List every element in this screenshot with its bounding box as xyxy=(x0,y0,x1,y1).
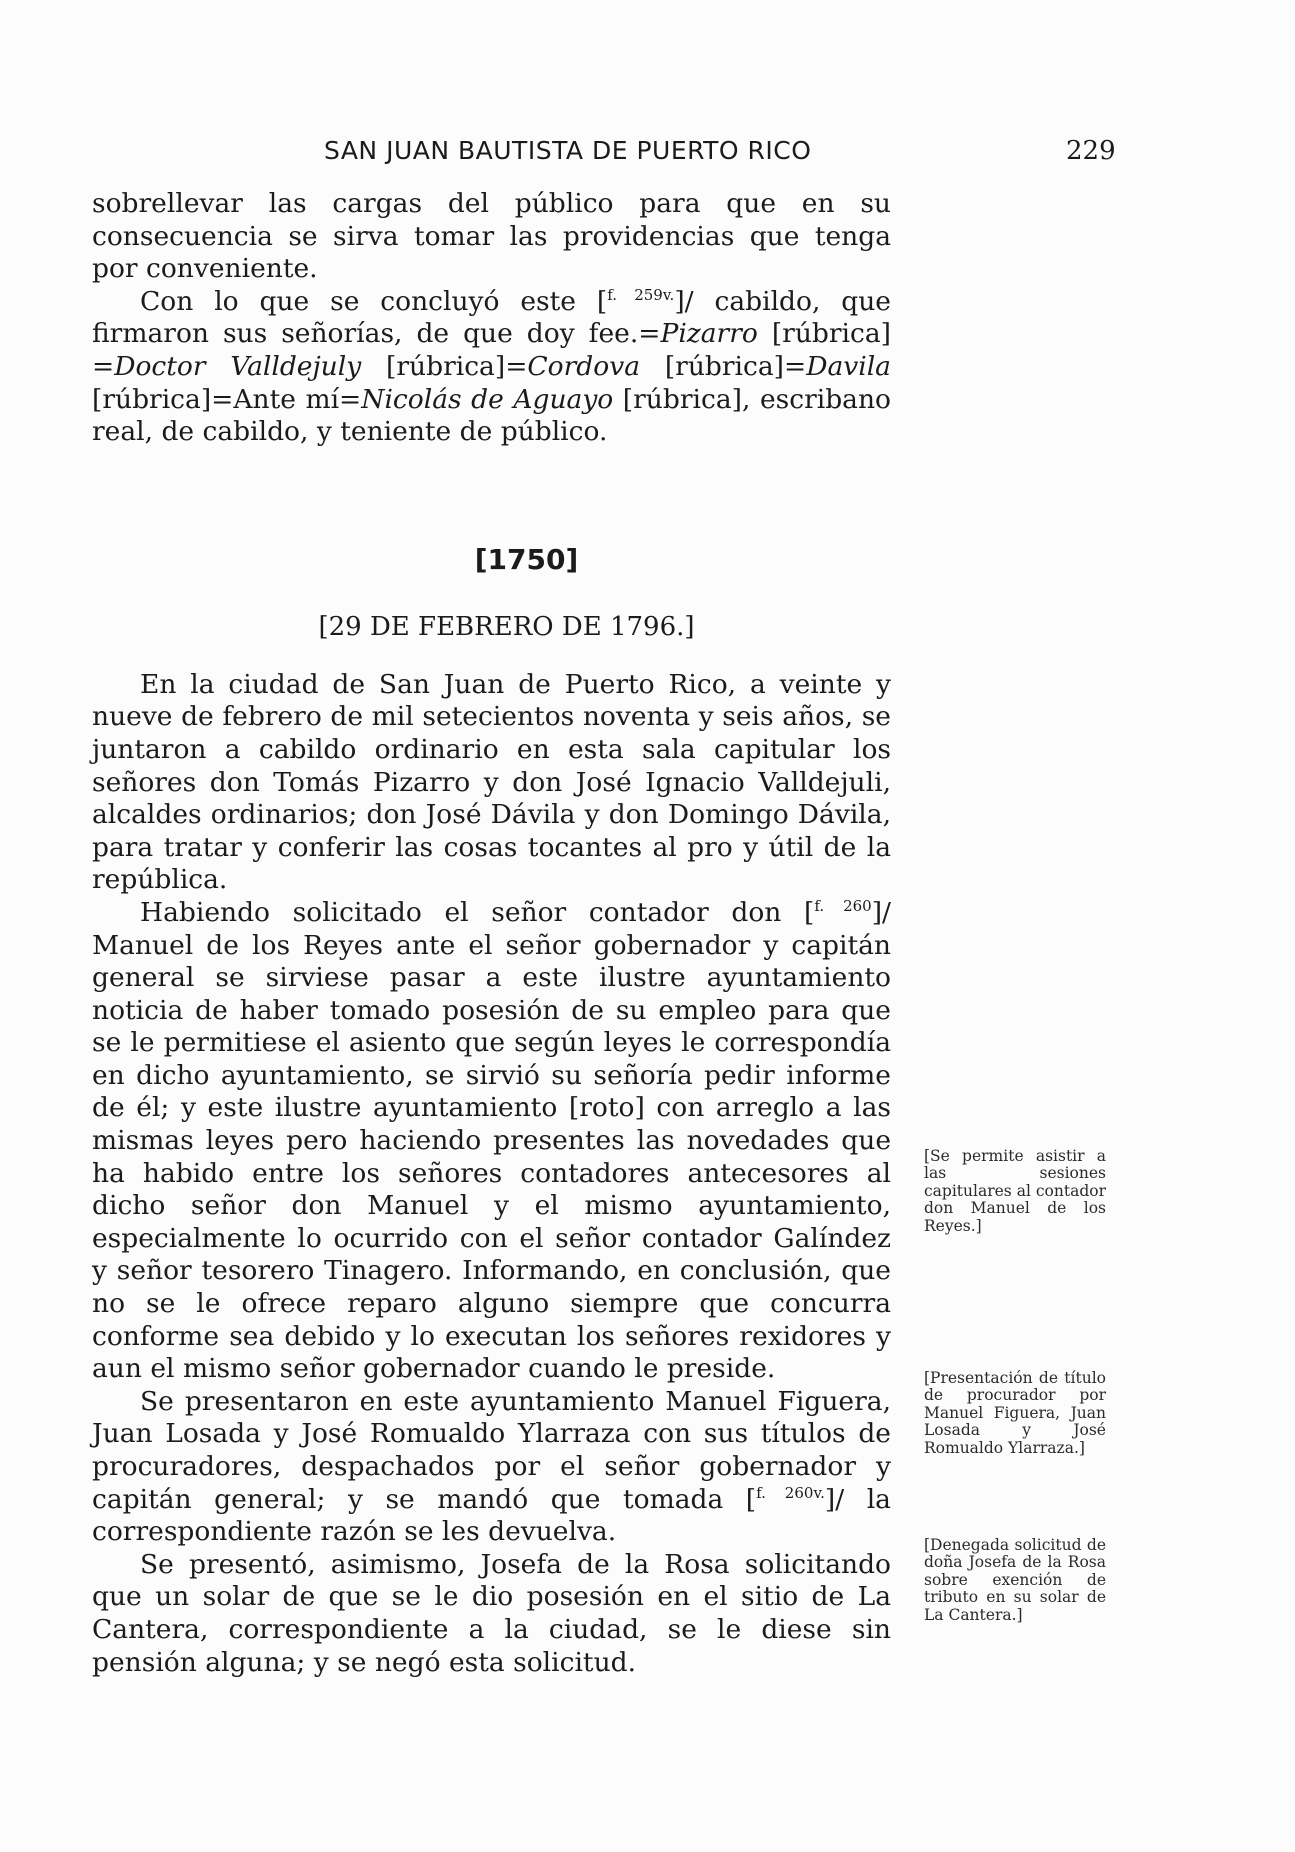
body-paragraph-4: Se presentó, asimismo, Josefa de la Rosa solicitando que un solar de que se le dio posesión en el sitio de La Cantera, correspondiente a la ciudad, se le diese sin pensión alguna; y se negó esta solicitud. xyxy=(92,1548,891,1678)
section-date: [29 DE FEBRERO DE 1796.] xyxy=(318,611,695,642)
running-header xyxy=(0,136,1295,170)
signature-pizarro: Pizarro xyxy=(660,318,758,350)
folio-marker: f. 260v. xyxy=(756,1483,825,1502)
margin-note: [Denegada solicitud de doña Josefa de la Rosa sobre exención de tributo en su solar de La Cantera.] xyxy=(924,1536,1106,1624)
signature-aguayo: Nicolás de Aguayo xyxy=(361,383,614,415)
closing-paragraph-2: Con lo que se concluyó este [$^{f. 259v.}$]/ cabildo, que firmaron sus señorías, de que doy fee.=Pizarro [rúbrica] =Doctor Valldejuly [rúbrica]=Cordova [rúbrica]=Davila [rúbrica]=Ante mí=Nicolás de Aguayo [rúbrica], escribano real, de cabildo, y teniente de público. xyxy=(92,285,891,448)
body-paragraph-1: En la ciudad de San Juan de Puerto Rico, a veinte y nueve de febrero de mil setecientos noventa y seis años, se juntaron a cabildo ordinario en esta sala capitular los señores don Tomás Pizarro y don José Ignacio Valldejuli, alcaldes ordinarios; don José Dávila y don Domingo Dávila, para tratar y conferir las cosas tocantes al pro y útil de la república. xyxy=(92,668,891,896)
main-text xyxy=(92,188,891,1679)
page-number: 229 xyxy=(1066,136,1116,166)
margin-note: [Presentación de título de procurador por Manuel Figuera, Juan Losada y José Romualdo Ylarraza.] xyxy=(924,1369,1106,1457)
body-paragraph-2: Habiendo solicitado el señor contador don [$^{f. 260}$]/ Manuel de los Reyes ante el señor gobernador y capitán general se sirviese pasar a este ilustre ayuntamiento noticia de haber tomado posesión de su empleo para que se le permitiese el asiento que según leyes le correspondía en dicho ayuntamiento, se sirvió su señoría pedir informe de él; y este ilustre ayuntamiento [roto] con arreglo a las mismas leyes pero haciendo presentes las novedades que ha habido entre los señores contadores antecesores al dicho señor don Manuel y el mismo ayuntamiento, especialmente lo ocurrido con el señor contador Galíndez y señor tesorero Tinagero. Informando, en conclusión, que no se le ofrece reparo alguno siempre que concurra conforme sea debido y lo executan los señores rexidores y aun el mismo señor gobernador cuando le preside. xyxy=(92,896,891,1385)
closing-paragraph-1: sobrellevar las cargas del público para que en su consecuencia se sirva tomar las providencias que tenga por conveniente. xyxy=(92,188,891,285)
margin-note: [Se permite asistir a las sesiones capitulares al contador don Manuel de los Reyes.] xyxy=(924,1147,1106,1235)
body-paragraph-3: Se presentaron en este ayuntamiento Manuel Figuera, Juan Losada y José Romualdo Ylarraza con sus títulos de procuradores, despachados por el señor gobernador y capitán general; y se mandó que tomada [$^{f. 260v.}$]/ la correspondiente razón se les devuelva. xyxy=(92,1385,891,1548)
running-title: SAN JUAN BAUTISTA DE PUERTO RICO xyxy=(324,136,812,165)
signature-davila: Davila xyxy=(806,350,891,382)
section-number: [1750] xyxy=(474,542,579,576)
signature-cordova: Cordova xyxy=(527,350,640,382)
signature-valldejuly: Doctor Valldejuly xyxy=(114,350,362,382)
folio-marker: f. 259v. xyxy=(607,285,675,304)
folio-marker: f. 260 xyxy=(814,897,872,916)
